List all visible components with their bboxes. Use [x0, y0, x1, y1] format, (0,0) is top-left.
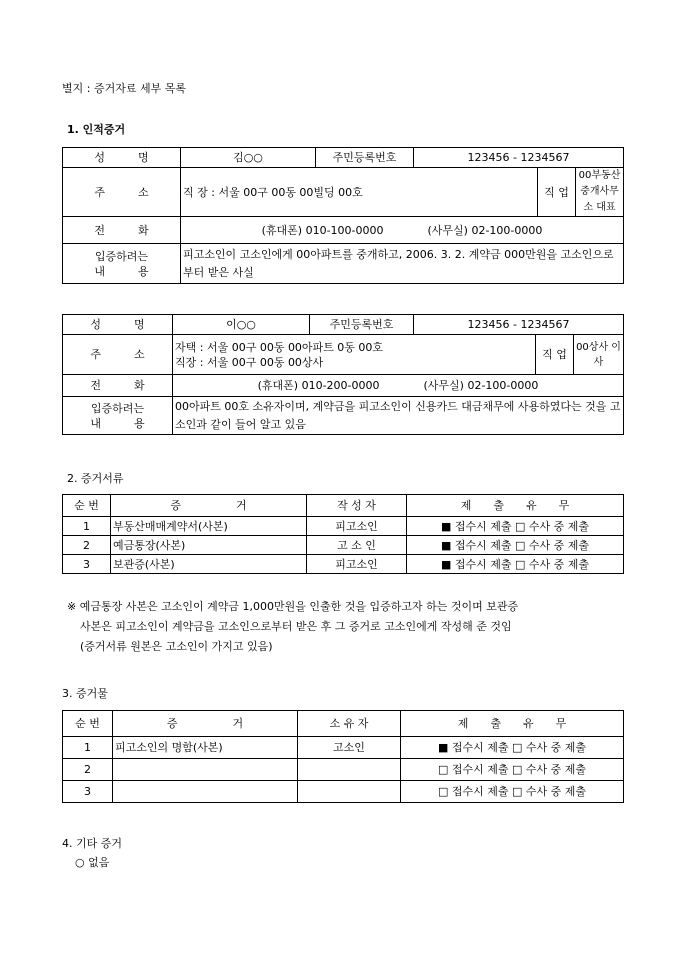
proof-value: 00아파트 00호 소유자이며, 계약금을 피고소인이 신용카드 대금채무에 사용하였다는 것을 고소인과 같이 들어 알고 있음: [173, 397, 624, 435]
job-label: 직 업: [536, 335, 574, 375]
address-value: 직 장 : 서울 00구 00동 00빌딩 00호: [181, 168, 538, 217]
row-evidence: [113, 781, 298, 803]
evidence-items-table: [62, 710, 624, 803]
row-status: ■ 접수시 제출 □ 수사 중 제출: [407, 517, 624, 536]
table-row: [63, 781, 624, 803]
evidence-docs-table: [62, 494, 624, 574]
rrn-label: 주민등록번호: [316, 148, 414, 168]
row-status: ■ 접수시 제출 □ 수사 중 제출: [407, 536, 624, 555]
header-status: 제 출 유 무: [401, 711, 624, 737]
section4-item: ○ 없음: [75, 856, 110, 869]
row-status: □ 접수시 제출 □ 수사 중 제출: [401, 781, 624, 803]
table-row: [63, 759, 624, 781]
tel-label: 전 화: [63, 217, 181, 244]
address-value: [173, 335, 536, 375]
job-value: 00부동산중개사무소 대표: [576, 168, 624, 217]
row-owner: [298, 759, 401, 781]
header-evidence: 증 거: [111, 495, 307, 517]
row-evidence: 피고소인의 명함(사본): [113, 737, 298, 759]
header-status: 제 출 유 무: [407, 495, 624, 517]
row-evidence: 부동산매매계약서(사본): [111, 517, 307, 536]
proof-label: [63, 397, 173, 435]
row-no: 2: [63, 759, 113, 781]
address-line2: 직장 : 서울 00구 00동 00상사: [175, 355, 324, 369]
row-status: ■ 접수시 제출 □ 수사 중 제출: [401, 737, 624, 759]
row-author: 피고소인: [307, 555, 407, 574]
rrn-label: 주민등록번호: [310, 315, 414, 335]
rrn-value: 123456 - 1234567: [414, 315, 624, 335]
section1-title: 1. 인적증거: [67, 123, 126, 136]
person1-table: [62, 147, 624, 284]
row-evidence: 보관증(사본): [111, 555, 307, 574]
table-row: [63, 536, 624, 555]
row-status: □ 접수시 제출 □ 수사 중 제출: [401, 759, 624, 781]
section4-title: 4. 기타 증거: [62, 837, 122, 850]
proof-label: [63, 244, 181, 284]
job-value: 00상사 이사: [574, 335, 624, 375]
header-owner: 소 유 자: [298, 711, 401, 737]
note-line1: ※ 예금통장 사본은 고소인이 계약금 1,000만원을 인출한 것을 입증하고자 하는 것이며 보관증: [67, 600, 519, 613]
name-label: 성 명: [63, 315, 173, 335]
row-evidence: 예금통장(사본): [111, 536, 307, 555]
name-value: 이○○: [173, 315, 310, 335]
note-line2: 사본은 피고소인이 계약금을 고소인으로부터 받은 후 그 증거로 고소인에게 작성해 준 것임: [80, 620, 512, 633]
tel-value: (휴대폰) 010-200-0000 (사무실) 02-100-0000: [173, 375, 624, 397]
address-label: 주 소: [63, 335, 173, 375]
person2-table: [62, 314, 624, 435]
evidence-note: [67, 597, 627, 657]
row-no: 2: [63, 536, 111, 555]
name-label: 성 명: [63, 148, 181, 168]
row-author: 피고소인: [307, 517, 407, 536]
tel-value: (휴대폰) 010-100-0000 (사무실) 02-100-0000: [181, 217, 624, 244]
row-no: 3: [63, 781, 113, 803]
table-row: [63, 555, 624, 574]
row-no: 1: [63, 737, 113, 759]
proof-label-line2: 내 용: [90, 416, 145, 430]
section2-title: 2. 증거서류: [67, 472, 124, 485]
proof-label-line1: 입증하려는: [94, 249, 149, 263]
address-line1: 자택 : 서울 00구 00동 00아파트 0동 00호: [175, 340, 384, 354]
job-label: 직 업: [538, 168, 576, 217]
rrn-value: 123456 - 1234567: [414, 148, 624, 168]
tel-label: 전 화: [63, 375, 173, 397]
header-evidence: 증 거: [113, 711, 298, 737]
row-status: ■ 접수시 제출 □ 수사 중 제출: [407, 555, 624, 574]
table-row: [63, 737, 624, 759]
name-value: 김○○: [181, 148, 316, 168]
row-no: 3: [63, 555, 111, 574]
row-no: 1: [63, 517, 111, 536]
table-row: [63, 517, 624, 536]
address-label: 주 소: [63, 168, 181, 217]
proof-label-line1: 입증하려는: [90, 401, 145, 415]
header-no: 순 번: [63, 711, 113, 737]
row-owner: [298, 781, 401, 803]
row-author: 고 소 인: [307, 536, 407, 555]
header-no: 순 번: [63, 495, 111, 517]
header-author: 작 성 자: [307, 495, 407, 517]
section3-title: 3. 증거물: [62, 687, 108, 700]
row-owner: 고소인: [298, 737, 401, 759]
document-header: 별지 : 증거자료 세부 목록: [62, 82, 186, 95]
note-line3: (증거서류 원본은 고소인이 가지고 있음): [80, 640, 273, 653]
row-evidence: [113, 759, 298, 781]
proof-label-line2: 내 용: [94, 264, 149, 278]
proof-value: 피고소인이 고소인에게 00아파트를 중개하고, 2006. 3. 2. 계약금 000만원을 고소인으로부터 받은 사실: [181, 244, 624, 284]
